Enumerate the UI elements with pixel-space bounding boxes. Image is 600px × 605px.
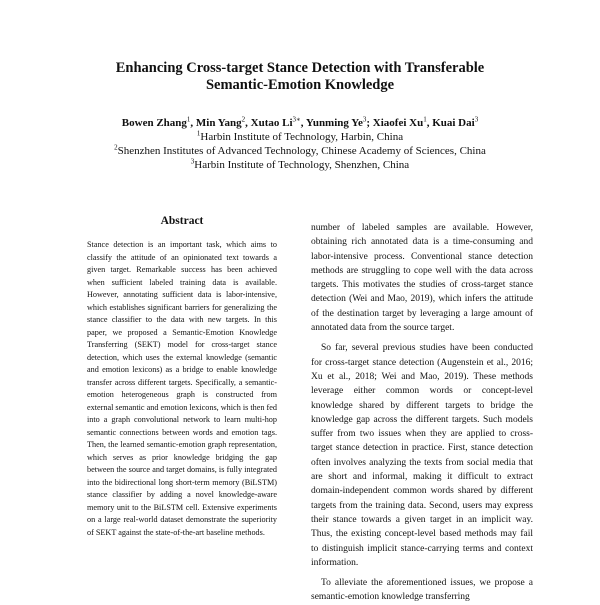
body-column [311,221,533,605]
body-paragraph: number of labeled samples are available. However, obtaining rich annotated data is a time-consuming and labor-intensive process. Conventional stance detection methods are struggling to cope well with the data across targets. This motivates the studies of cross-target stance detection (Wei and Mao, 2019), which infers the attitude of the destination target by leveraging a large amount of annotated data from the source target. [311,223,533,334]
abstract-heading: Abstract [160,215,204,227]
author-name: Min Yang [195,117,242,129]
affiliation-line [0,130,600,144]
affiliation-mark: 1 [196,129,201,138]
author-affiliation-mark: 1 [423,115,427,124]
affiliation-text: Harbin Institute of Technology, Shenzhen, China [194,159,410,171]
affiliation-mark: 3 [190,157,195,166]
abstract-paragraph: Stance detection is an important task, which aims to classify the attitude of an opinionated text towards a given target. Remarkable success has been achieved when sufficient labeled training data is available. However, annotating sufficient data is labor-intensive, which establishes significant barriers for generalizing the stance classifier to the data with new targets. In this paper, we proposed a Semantic-Emotion Knowledge Transferring (SEKT) model for cross-target stance detection, which uses the external knowledge (semantic and emotion lexicons) as a bridge to enable knowledge transfer across different targets. Specifically, a semantic-emotion heterogeneous graph is constructed from external semantic and emotion lexicons, which is then fed into a graph convolutional network to learn multi-hop semantic connections between words and emotion tags. Then, the learned semantic-emotion graph representation, which serves as prior knowledge bridging the gap between the source and target domains, is fully integrated into the bidirectional long short-term memory (BiLSTM) stance classifier by adding a novel knowledge-aware memory unit to the BiLSTM cell. Extensive experiments on a large real-world dataset demonstrate the superiority of SEKT against the state-of-the-art baseline methods. [87,240,277,537]
author-affiliation-mark: 2 [241,115,246,124]
body-paragraph: To alleviate the aforementioned issues, we propose a semantic-emotion knowledge transferring [311,578,533,603]
paper-title [0,60,600,94]
author-name: Bowen Zhang [121,117,187,129]
author-names: Bowen Zhang$^1$, Min Yang$^2$, Xutao $Li^{3∗}$, Yunming Ye$^3$; Xiaofei Xu$^1$, Kuai Dai$^3$ [121,115,479,129]
author-block [0,116,600,172]
affiliation-text: Shenzhen Institutes of Advanced Technology, Chinese Academy of Sciences, China [117,145,486,157]
author-name: Kuai Dai [432,117,475,129]
affiliation-line [0,144,600,158]
title-line-1: Enhancing Cross-target Stance Detection with Transferable [115,60,485,76]
abstract-column [87,239,277,539]
title-line-2: Semantic-Emotion Knowledge [205,77,395,93]
author-affiliation-mark: 3 [362,115,367,124]
author-name: Yunming Ye [305,117,363,129]
author-name: Xiaofei Xu [372,117,424,129]
body-paragraph: So far, several previous studies have been conducted for cross-target stance detection (Augenstein et al., 2016; Xu et al., 2018; Wei and Mao, 2019). These methods leverage either common words or concept-level knowledge shared by different targets to bridge the knowledge gap across the different targets. Such models suffer from two issues when they are applied to cross-target stance detection in practice. First, stance detection often involves analyzing the texts from social media that are short and informal, making it difficult to extract domain-independent common words shared by different targets from the training data. Second, users may express their stance towards a given target in an implicit way. Thus, the existing concept-level based methods may fail to distinguish implicit stance-carrying terms and context information. [311,343,533,568]
affiliation-mark: 2 [114,143,118,152]
author-affiliation-mark: 3∗ [292,115,301,124]
affiliation-line [0,158,600,172]
author-affiliation-mark: 3 [474,115,479,124]
affiliation-text: Harbin Institute of Technology, Harbin, China [200,131,404,143]
author-affiliation-mark: 1 [186,115,191,124]
author-name: Xutao Li [250,117,293,129]
